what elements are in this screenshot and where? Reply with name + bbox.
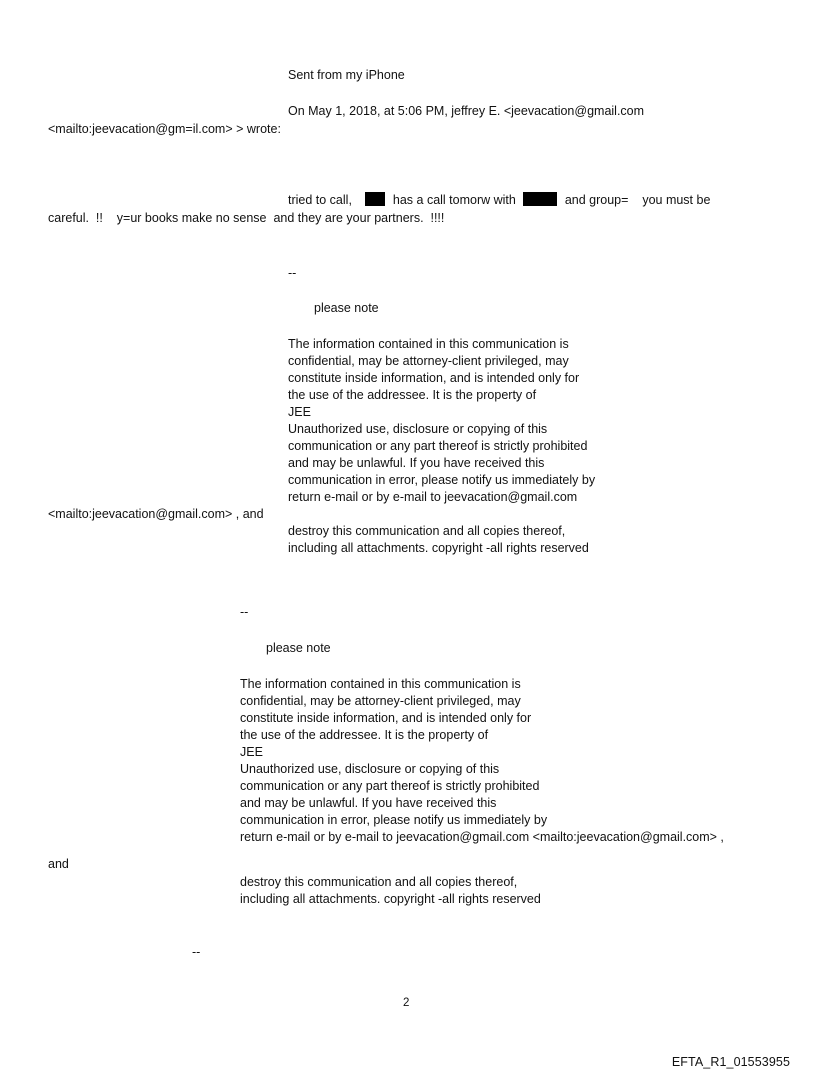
email-body-line-1 bbox=[288, 192, 710, 208]
sent-from-line: Sent from my iPhone bbox=[288, 68, 405, 82]
disclaimer-closing-line: including all attachments. copyright -all rights reserved bbox=[288, 541, 589, 555]
page-number: 2 bbox=[403, 997, 410, 1009]
disclaimer-line: JEE bbox=[240, 745, 263, 759]
bates-stamp: EFTA_R1_01553955 bbox=[671, 1055, 790, 1069]
disclaimer-line: the use of the addressee. It is the property of bbox=[240, 728, 489, 742]
email-body-line-2: careful. !! y=ur books make no sense and they are your partners. !!!! bbox=[48, 211, 445, 225]
disclaimer-line: and may be unlawful. If you have received this bbox=[288, 456, 545, 470]
disclaimer-closing-line: destroy this communication and all copies thereof, bbox=[288, 524, 566, 538]
disclaimer-closing-line: including all attachments. copyright -all rights reserved bbox=[240, 892, 541, 906]
email-header-line-2: <mailto:jeevacation@gm=il.com> > wrote: bbox=[48, 122, 281, 136]
separator: -- bbox=[192, 945, 201, 959]
body-text-segment: and group= you must be bbox=[564, 193, 711, 207]
disclaimer-line: The information contained in this communication is bbox=[240, 677, 521, 691]
disclaimer-line: Unauthorized use, disclosure or copying of this bbox=[288, 422, 548, 436]
email-header-line-1: On May 1, 2018, at 5:06 PM, jeffrey E. <jeevacation@gmail.com bbox=[288, 104, 645, 118]
disclaimer-line: confidential, may be attorney-client privileged, may bbox=[240, 694, 521, 708]
disclaimer-line: return e-mail or by e-mail to jeevacation@gmail.com bbox=[288, 490, 578, 504]
disclaimer-line: The information contained in this communication is bbox=[288, 337, 569, 351]
disclaimer-line: and may be unlawful. If you have received this bbox=[240, 796, 497, 810]
disclaimer-heading: please note bbox=[266, 641, 331, 655]
separator: -- bbox=[240, 605, 249, 619]
disclaimer-line: constitute inside information, and is intended only for bbox=[288, 371, 580, 385]
disclaimer-wrap-line: and bbox=[48, 857, 69, 871]
disclaimer-closing-line: destroy this communication and all copies thereof, bbox=[240, 875, 518, 889]
disclaimer-line: communication in error, please notify us immediately by bbox=[288, 473, 596, 487]
disclaimer-line: communication in error, please notify us immediately by bbox=[240, 813, 548, 827]
disclaimer-line: return e-mail or by e-mail to jeevacation@gmail.com <mailto:jeevacation@gmail.com> , bbox=[240, 830, 724, 844]
disclaimer-line: JEE bbox=[288, 405, 311, 419]
disclaimer-line: constitute inside information, and is intended only for bbox=[240, 711, 532, 725]
body-text-segment: has a call tomorw with bbox=[392, 193, 516, 207]
disclaimer-line: confidential, may be attorney-client privileged, may bbox=[288, 354, 569, 368]
body-text-segment: tried to call, bbox=[288, 193, 352, 207]
disclaimer-line: communication or any part thereof is strictly prohibited bbox=[240, 779, 540, 793]
disclaimer-line: Unauthorized use, disclosure or copying of this bbox=[240, 762, 500, 776]
disclaimer-wrap-line: <mailto:jeevacation@gmail.com> , and bbox=[48, 507, 264, 521]
disclaimer-heading: please note bbox=[314, 301, 379, 315]
redaction-box bbox=[523, 192, 557, 206]
redaction-box bbox=[365, 192, 385, 206]
disclaimer-line: the use of the addressee. It is the property of bbox=[288, 388, 537, 402]
disclaimer-line: communication or any part thereof is strictly prohibited bbox=[288, 439, 588, 453]
separator: -- bbox=[288, 266, 297, 280]
